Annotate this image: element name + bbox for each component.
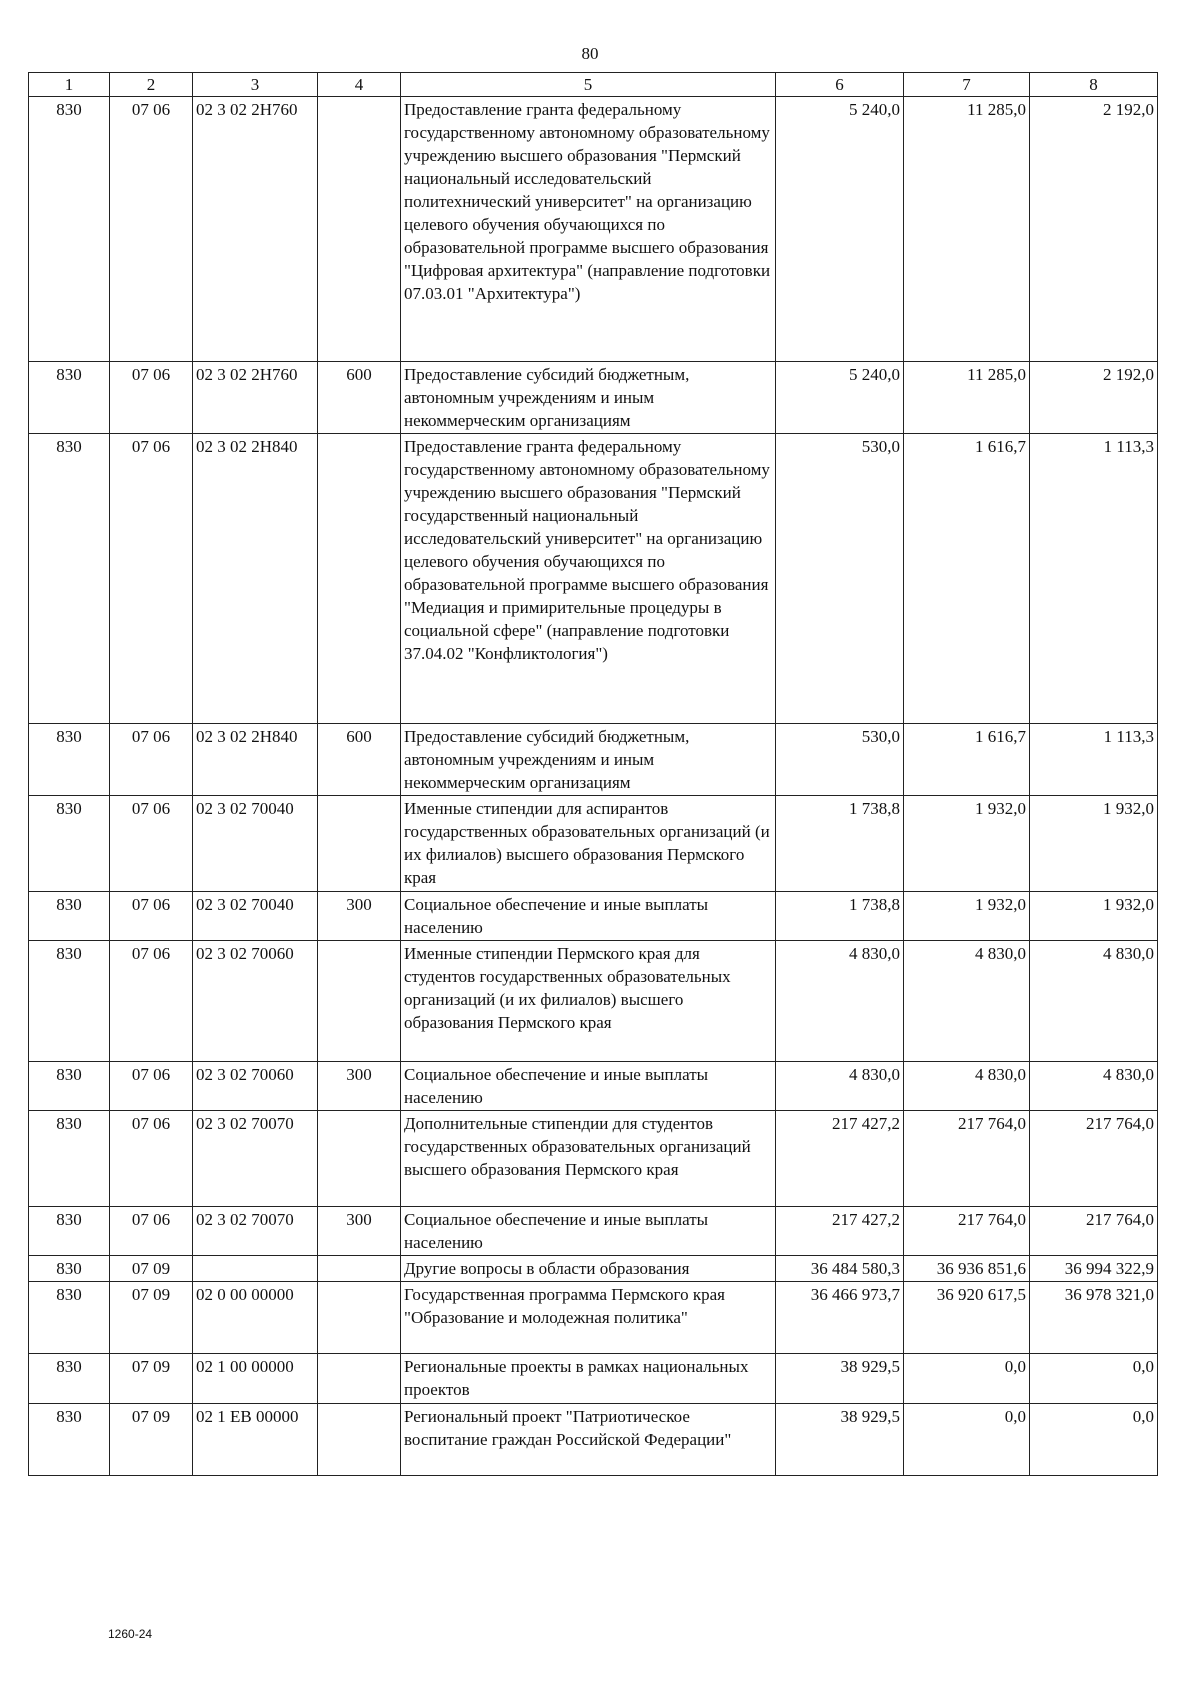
- cell-section-code: 07 09: [110, 1354, 193, 1404]
- budget-table: [28, 72, 1158, 1476]
- cell-ministry-code: 830: [29, 1207, 110, 1256]
- cell-description: Другие вопросы в области образования: [401, 1256, 776, 1282]
- cell-amount-year1: 217 427,2: [776, 1111, 904, 1207]
- cell-amount-year1: 5 240,0: [776, 97, 904, 362]
- cell-description: Социальное обеспечение и иные выплаты населению: [401, 1207, 776, 1256]
- cell-amount-year2: 0,0: [904, 1354, 1030, 1404]
- cell-amount-year2: 1 932,0: [904, 796, 1030, 892]
- cell-ministry-code: 830: [29, 1404, 110, 1476]
- cell-description: Дополнительные стипендии для студентов государственных образовательных организаций высшего образования Пермского края: [401, 1111, 776, 1207]
- table-row: [29, 1207, 1158, 1256]
- cell-ministry-code: 830: [29, 97, 110, 362]
- cell-target-article: 02 3 02 2Н840: [193, 434, 318, 724]
- cell-amount-year1: 1 738,8: [776, 892, 904, 941]
- cell-section-code: 07 09: [110, 1256, 193, 1282]
- cell-target-article: 02 3 02 2Н760: [193, 362, 318, 434]
- cell-amount-year1: 36 466 973,7: [776, 1282, 904, 1354]
- header-row: [29, 73, 1158, 97]
- cell-amount-year3: 0,0: [1030, 1354, 1158, 1404]
- table-row: [29, 434, 1158, 724]
- cell-expense-type: [318, 1354, 401, 1404]
- cell-section-code: 07 06: [110, 1062, 193, 1111]
- table-row: [29, 1354, 1158, 1404]
- column-header: 6: [776, 73, 904, 97]
- cell-description: Государственная программа Пермского края "Образование и молодежная политика": [401, 1282, 776, 1354]
- cell-amount-year3: 217 764,0: [1030, 1111, 1158, 1207]
- cell-section-code: 07 06: [110, 941, 193, 1062]
- cell-ministry-code: 830: [29, 941, 110, 1062]
- cell-description: Именные стипендии для аспирантов государственных образовательных организаций (и их филиалов) высшего образования Пермского края: [401, 796, 776, 892]
- cell-amount-year2: 217 764,0: [904, 1111, 1030, 1207]
- cell-ministry-code: 830: [29, 1282, 110, 1354]
- cell-amount-year1: 38 929,5: [776, 1354, 904, 1404]
- cell-section-code: 07 06: [110, 362, 193, 434]
- cell-section-code: 07 06: [110, 1111, 193, 1207]
- column-header: 2: [110, 73, 193, 97]
- cell-amount-year3: 1 113,3: [1030, 434, 1158, 724]
- cell-expense-type: [318, 434, 401, 724]
- cell-section-code: 07 09: [110, 1282, 193, 1354]
- table-row: [29, 796, 1158, 892]
- cell-amount-year3: 1 932,0: [1030, 796, 1158, 892]
- cell-amount-year3: 0,0: [1030, 1404, 1158, 1476]
- cell-target-article: 02 3 02 70070: [193, 1207, 318, 1256]
- cell-section-code: 07 06: [110, 796, 193, 892]
- cell-amount-year1: 5 240,0: [776, 362, 904, 434]
- table-row: [29, 1404, 1158, 1476]
- cell-target-article: [193, 1256, 318, 1282]
- cell-amount-year3: 4 830,0: [1030, 941, 1158, 1062]
- table-row: [29, 1282, 1158, 1354]
- column-header: 7: [904, 73, 1030, 97]
- cell-ministry-code: 830: [29, 434, 110, 724]
- cell-target-article: 02 3 02 70060: [193, 1062, 318, 1111]
- cell-amount-year1: 36 484 580,3: [776, 1256, 904, 1282]
- cell-expense-type: [318, 97, 401, 362]
- cell-amount-year3: 36 978 321,0: [1030, 1282, 1158, 1354]
- cell-target-article: 02 3 02 70070: [193, 1111, 318, 1207]
- cell-amount-year2: 11 285,0: [904, 97, 1030, 362]
- cell-amount-year1: 1 738,8: [776, 796, 904, 892]
- cell-description: Предоставление субсидий бюджетным, автономным учреждениям и иным некоммерческим организациям: [401, 724, 776, 796]
- cell-description: Предоставление гранта федеральному государственному автономному образовательному учреждению высшего образования "Пермский национальный исследовательский политехнический университет" на организацию целевого обучения обучающихся по образовательной программе высшего образования "Цифровая архитектура" (направление подготовки 07.03.01 "Архитектура"): [401, 97, 776, 362]
- table-row: [29, 724, 1158, 796]
- cell-expense-type: [318, 941, 401, 1062]
- table-row: [29, 1111, 1158, 1207]
- cell-amount-year2: 217 764,0: [904, 1207, 1030, 1256]
- cell-amount-year3: 36 994 322,9: [1030, 1256, 1158, 1282]
- table-row: [29, 1062, 1158, 1111]
- cell-section-code: 07 06: [110, 434, 193, 724]
- cell-target-article: 02 1 00 00000: [193, 1354, 318, 1404]
- cell-amount-year2: 1 932,0: [904, 892, 1030, 941]
- cell-expense-type: [318, 1111, 401, 1207]
- table-row: [29, 941, 1158, 1062]
- cell-expense-type: 300: [318, 1207, 401, 1256]
- cell-section-code: 07 06: [110, 724, 193, 796]
- cell-amount-year3: 2 192,0: [1030, 362, 1158, 434]
- cell-amount-year1: 4 830,0: [776, 1062, 904, 1111]
- cell-expense-type: [318, 1404, 401, 1476]
- cell-amount-year2: 4 830,0: [904, 941, 1030, 1062]
- cell-description: Социальное обеспечение и иные выплаты населению: [401, 892, 776, 941]
- column-header: 3: [193, 73, 318, 97]
- cell-amount-year1: 530,0: [776, 724, 904, 796]
- cell-expense-type: [318, 1256, 401, 1282]
- cell-target-article: 02 3 02 70040: [193, 892, 318, 941]
- cell-amount-year3: 1 932,0: [1030, 892, 1158, 941]
- column-header: 1: [29, 73, 110, 97]
- cell-amount-year1: 38 929,5: [776, 1404, 904, 1476]
- table-row: [29, 97, 1158, 362]
- cell-amount-year2: 36 936 851,6: [904, 1256, 1030, 1282]
- cell-target-article: 02 3 02 2Н760: [193, 97, 318, 362]
- document-code: 1260-24: [108, 1627, 153, 1641]
- column-header: 8: [1030, 73, 1158, 97]
- cell-section-code: 07 06: [110, 892, 193, 941]
- cell-amount-year2: 1 616,7: [904, 434, 1030, 724]
- cell-target-article: 02 3 02 70060: [193, 941, 318, 1062]
- cell-ministry-code: 830: [29, 796, 110, 892]
- cell-ministry-code: 830: [29, 1062, 110, 1111]
- cell-expense-type: 300: [318, 1062, 401, 1111]
- cell-amount-year1: 4 830,0: [776, 941, 904, 1062]
- cell-expense-type: [318, 1282, 401, 1354]
- cell-description: Региональные проекты в рамках национальных проектов: [401, 1354, 776, 1404]
- cell-ministry-code: 830: [29, 1111, 110, 1207]
- cell-amount-year2: 11 285,0: [904, 362, 1030, 434]
- cell-description: Именные стипендии Пермского края для студентов государственных образовательных организаций (и их филиалов) высшего образования Пермского края: [401, 941, 776, 1062]
- table-row: [29, 892, 1158, 941]
- table-row: [29, 1256, 1158, 1282]
- cell-amount-year1: 217 427,2: [776, 1207, 904, 1256]
- cell-section-code: 07 06: [110, 97, 193, 362]
- column-header: 4: [318, 73, 401, 97]
- cell-description: Предоставление гранта федеральному государственному автономному образовательному учреждению высшего образования "Пермский государственный национальный исследовательский университет" на организацию целевого обучения обучающихся по образовательной программе высшего образования "Медиация и примирительные процедуры в социальной сфере" (направление подготовки 37.04.02 "Конфликтология"): [401, 434, 776, 724]
- cell-ministry-code: 830: [29, 1354, 110, 1404]
- cell-amount-year3: 4 830,0: [1030, 1062, 1158, 1111]
- cell-amount-year3: 2 192,0: [1030, 97, 1158, 362]
- cell-section-code: 07 09: [110, 1404, 193, 1476]
- cell-expense-type: [318, 796, 401, 892]
- cell-target-article: 02 3 02 2Н840: [193, 724, 318, 796]
- cell-expense-type: 300: [318, 892, 401, 941]
- cell-description: Социальное обеспечение и иные выплаты населению: [401, 1062, 776, 1111]
- cell-description: Региональный проект "Патриотическое воспитание граждан Российской Федерации": [401, 1404, 776, 1476]
- cell-amount-year2: 4 830,0: [904, 1062, 1030, 1111]
- cell-amount-year2: 1 616,7: [904, 724, 1030, 796]
- cell-target-article: 02 3 02 70040: [193, 796, 318, 892]
- cell-description: Предоставление субсидий бюджетным, автономным учреждениям и иным некоммерческим организациям: [401, 362, 776, 434]
- cell-amount-year3: 217 764,0: [1030, 1207, 1158, 1256]
- cell-target-article: 02 0 00 00000: [193, 1282, 318, 1354]
- cell-amount-year2: 0,0: [904, 1404, 1030, 1476]
- cell-amount-year2: 36 920 617,5: [904, 1282, 1030, 1354]
- cell-ministry-code: 830: [29, 724, 110, 796]
- cell-target-article: 02 1 ЕВ 00000: [193, 1404, 318, 1476]
- cell-expense-type: 600: [318, 362, 401, 434]
- cell-amount-year3: 1 113,3: [1030, 724, 1158, 796]
- cell-ministry-code: 830: [29, 1256, 110, 1282]
- page-number: 80: [581, 44, 599, 63]
- cell-ministry-code: 830: [29, 892, 110, 941]
- column-header: 5: [401, 73, 776, 97]
- cell-expense-type: 600: [318, 724, 401, 796]
- cell-amount-year1: 530,0: [776, 434, 904, 724]
- cell-section-code: 07 06: [110, 1207, 193, 1256]
- table-row: [29, 362, 1158, 434]
- cell-ministry-code: 830: [29, 362, 110, 434]
